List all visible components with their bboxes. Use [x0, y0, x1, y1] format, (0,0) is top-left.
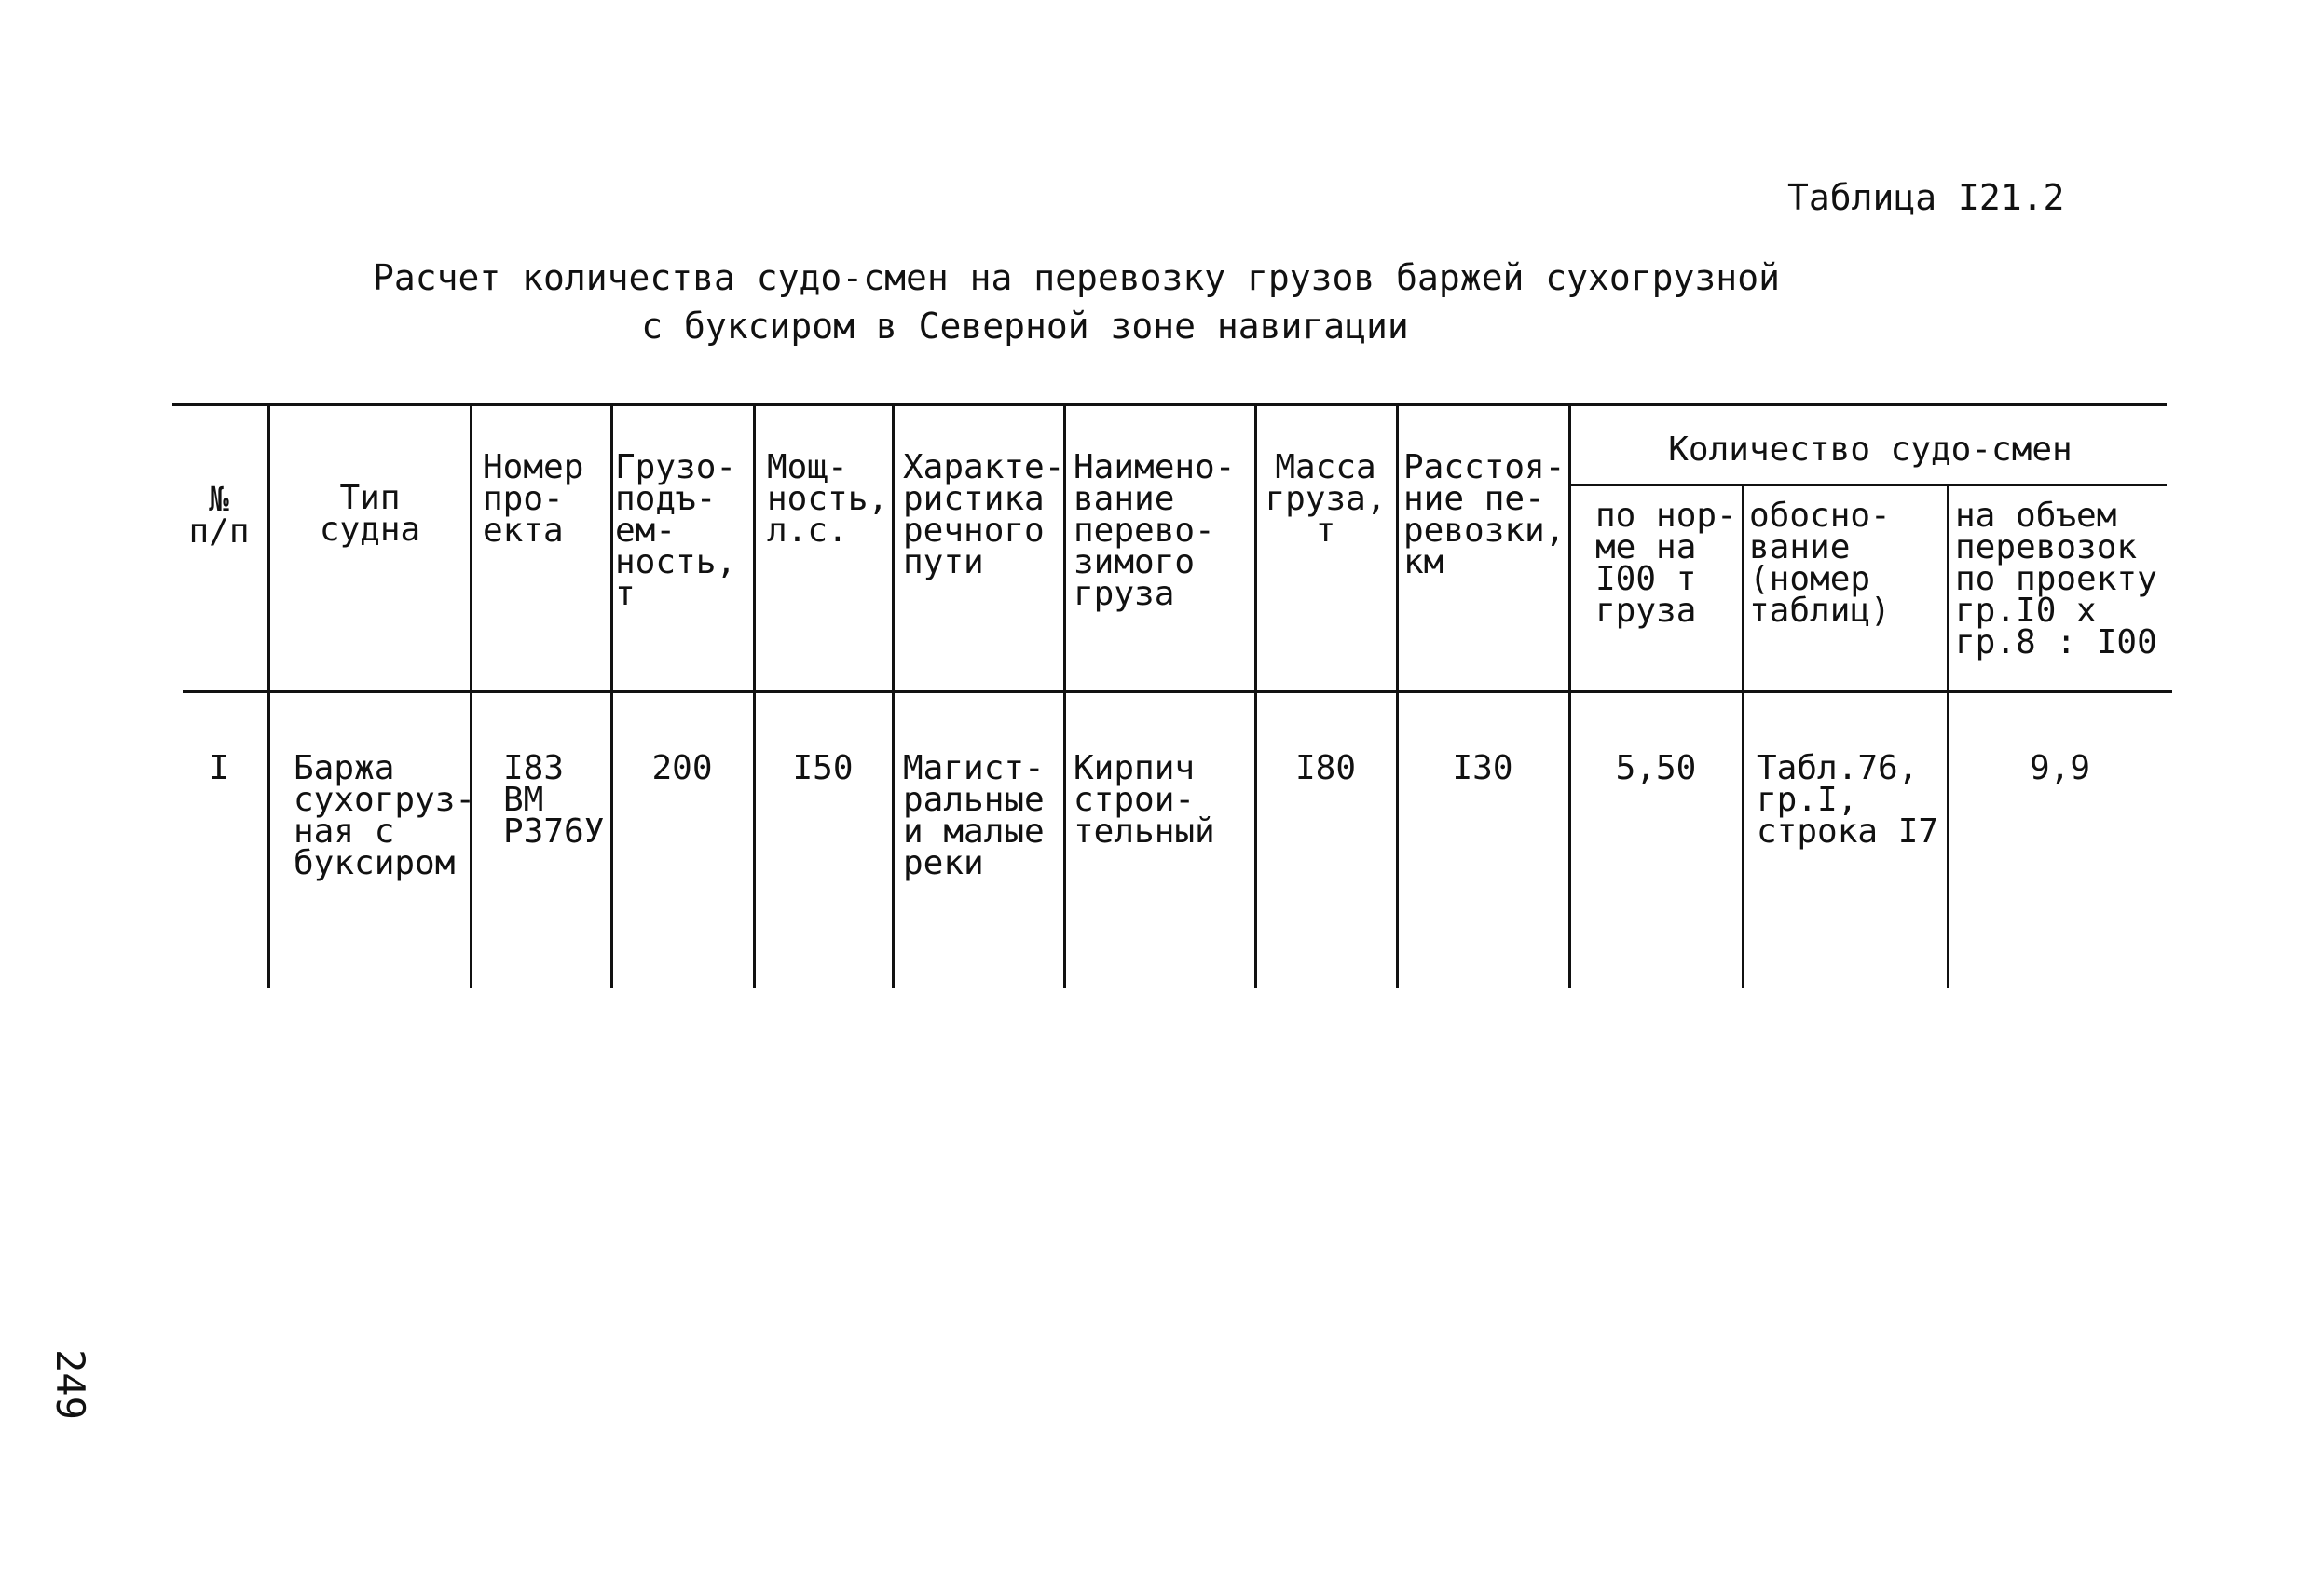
row-river-characteristics: Магист- ральные и малые реки	[903, 749, 1045, 882]
column-divider	[267, 405, 270, 988]
table-title-line-1: Расчет количества судо-смен на перевозку грузов баржей сухогрузной	[373, 257, 1780, 298]
header-volume-shifts: на объем перевозок по проекту гр.I0 x гр.8 : I00	[1955, 497, 2157, 662]
row-capacity: 200	[651, 749, 713, 787]
row-number: I	[209, 749, 229, 787]
column-divider	[1254, 405, 1257, 988]
column-divider	[1568, 405, 1571, 988]
header-number: № п/п	[188, 481, 250, 551]
row-cargo-name: Кирпич строи- тельный	[1074, 749, 1215, 851]
row-distance: I30	[1452, 749, 1513, 787]
shifts-group-rule	[1568, 484, 2167, 486]
header-river-characteristics: Характе- ристика речного пути	[903, 448, 1065, 581]
row-project-number: I83 ВМ Р376У	[503, 749, 605, 851]
header-basis: обосно- вание (номер таблиц)	[1749, 497, 1891, 630]
header-power: Мощ- ность, л.с.	[767, 448, 889, 550]
header-cargo-mass: Масса груза, т	[1265, 448, 1387, 550]
header-shifts-group: Количество судо-смен	[1668, 430, 2073, 469]
header-cargo-name: Наимено- вание перево- зимого груза	[1074, 448, 1236, 613]
header-vessel-type: Тип судна	[319, 479, 421, 549]
column-divider	[470, 405, 472, 988]
column-divider	[1396, 405, 1399, 988]
column-divider	[1947, 485, 1949, 988]
row-norm-per-100t: 5,50	[1615, 749, 1697, 787]
row-vessel-type: Баржа сухогруз- ная с буксиром	[294, 749, 476, 882]
column-divider	[610, 405, 613, 988]
column-divider	[753, 405, 756, 988]
row-power: I50	[792, 749, 854, 787]
table-label: Таблица I21.2	[1787, 177, 2065, 218]
header-norm-per-100t: по нор- ме на I00 т груза	[1595, 497, 1737, 630]
header-distance: Расстоя- ние пе- ревозки, км	[1403, 448, 1566, 581]
row-cargo-mass: I80	[1294, 749, 1357, 787]
page-number: 249	[48, 1349, 93, 1420]
row-volume-shifts: 9,9	[2029, 749, 2091, 787]
column-divider	[892, 405, 895, 988]
header-bottom-rule	[183, 690, 2172, 693]
header-capacity: Грузо- подъ- ем- ность, т	[615, 448, 737, 613]
header-project-number: Номер про- екта	[483, 448, 584, 550]
table-title-line-2: с буксиром в Северной зоне навигации	[641, 306, 1409, 347]
row-basis: Табл.76, гр.I, строка I7	[1757, 749, 1939, 851]
column-divider	[1742, 485, 1744, 988]
